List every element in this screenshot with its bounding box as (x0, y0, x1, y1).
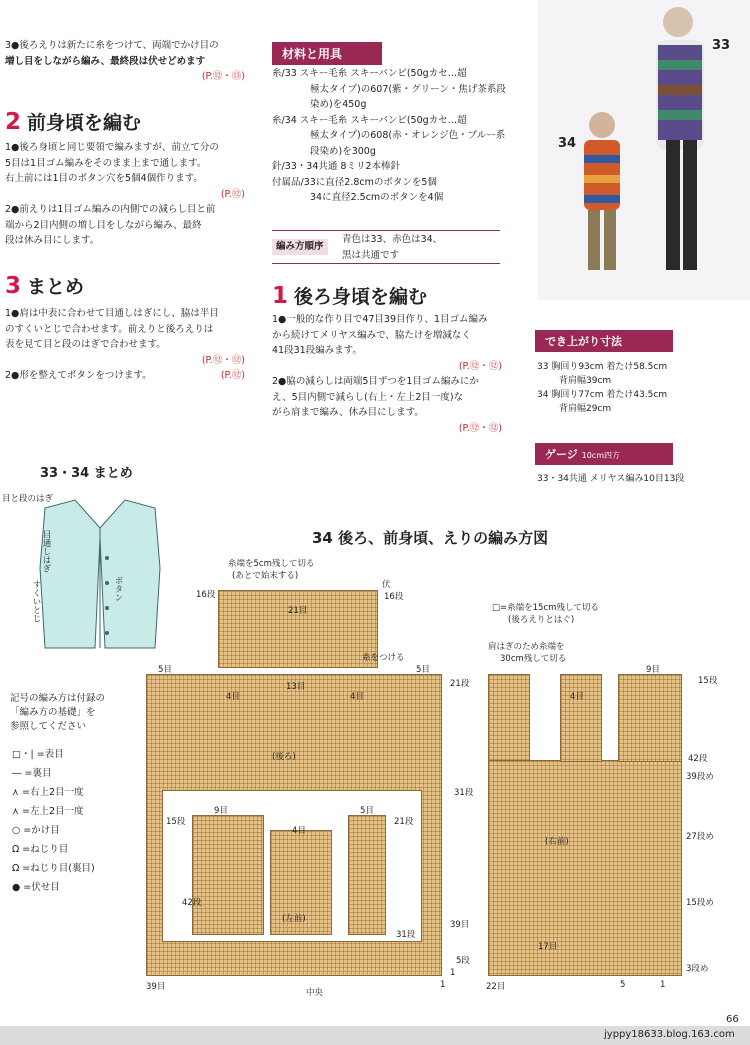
legend-item: Ω =ねじり目 (12, 844, 69, 855)
right-front-shoulder (618, 674, 682, 762)
top-step: 3●後ろえりは新たに糸をつけて、両端でかけ目の 増し目をしながら編み、最終段は伏せどめます (P.⑫・⑬) (5, 40, 245, 82)
right-front-strip (488, 674, 530, 762)
collar-chart (218, 590, 378, 668)
legend-item: □・| =表目 (12, 749, 64, 760)
legend-item: ― =裏目 (12, 768, 52, 779)
assembly-label-1: 目通しはぎ (41, 530, 51, 573)
materials-list: 糸/33 スキー毛糸 スキーバンビ(50gカセ…超 極太タイプ)の607(紫・グリーン・焦げ茶系段 染め)を450g 糸/34 スキー毛糸 スキーバンビ(50gカセ…超 極太タイプ)の608(赤・オレンジ色・ブルー系 段染め)を300g 針/33・34共通 8ミリ2本棒針 付属品/33に直径2.8cmのボタンを5個 34に直径2.5cmのボタンを4個 (272, 68, 506, 203)
assembly-label-top: 目と段のはぎ (2, 494, 54, 504)
section-1-steps: 1●一般的な作り目で47目39目作り、1目ゴム編み から続けてメリヤス編みで、脇たけを増減なく 41段31段編みます。 (P.⑫・⑫) 2●脇の減らしは両端5目ずつを1目ゴム編みにか え、5目内側で減らし(右上・左上2目一度)な がら肩まで編み、休み目にします。 (P.⑫・⑫) (272, 314, 502, 434)
legend-item: ● =伏せ目 (12, 882, 60, 893)
left-front-chart-c (348, 815, 386, 935)
section-2-steps: 1●後ろ身頃と同じ要領で編みますが、前立て分の 5目は1目ゴム編みをそのまま上まで通します。 右上前には1目のボタン穴を5個4個作ります。 (P.⑫) 2●前えりは1目ゴム編みの内側での減らし目と前 端から2目内側の増し目をしながら編み、最終 段は休み目にします。 (5, 142, 245, 246)
legend-intro: 記号の編み方は付録の 「編み方の基礎」を 参照してください (10, 693, 106, 732)
gauge-text: 33・34共通 メリヤス編み10目13段 (537, 474, 685, 484)
left-front-chart-a (192, 815, 264, 935)
right-front-neck (560, 674, 602, 762)
order-box: 編み方順序 青色は33、赤色は34、 黒は共通です (272, 230, 500, 264)
section-3-steps: 1●肩は中表に合わせて目通しはぎにし、脇は半目 のすくいとじで合わせます。前えりと後ろえりは 表を見て目と段のはぎで合わせます。 (P.⑫・⑫) 2●形を整えてボタンをつけます。 (P.⑫) (5, 308, 245, 381)
legend-list (12, 745, 95, 897)
page-number: 66 (726, 1014, 739, 1025)
label-33: 33 (712, 38, 731, 53)
footer-url: jyppy18633.blog.163.com (604, 1029, 735, 1040)
section-3-title: 3 まとめ (5, 273, 85, 299)
assembly-label-2: ボタン (113, 576, 123, 602)
diagram-title: 34 後ろ、前身頃、えりの編み方図 (312, 529, 549, 547)
vest-assembly-illustration (20, 498, 180, 658)
legend-item: ⋏ =左上2目一度 (12, 806, 84, 817)
assembly-label-3: すくいとじ (31, 580, 41, 623)
label-34: 34 (558, 136, 577, 151)
legend-item: ○ =かけ目 (12, 825, 60, 836)
right-front-chart (488, 760, 682, 976)
legend-item: ⋏ =右上2目一度 (12, 787, 84, 798)
finished-sizes: 33 胸回り93cm 着たけ58.5cm 背肩幅39cm 34 胸回り77cm 着たけ43.5cm 背肩幅29cm (537, 362, 668, 414)
legend-item: Ω =ねじり目(裏目) (12, 863, 95, 874)
model-photo (538, 0, 750, 300)
assembly-title: 33・34 まとめ (40, 466, 133, 481)
materials-header: 材料と用具 (272, 42, 382, 65)
section-1-title: 1 後ろ身頃を編む (272, 283, 428, 309)
finished-header: でき上がり寸法 (535, 330, 673, 352)
gauge-header: ゲージ 10cm四方 (535, 443, 673, 465)
section-2-title: 2 前身頃を編む (5, 109, 142, 135)
